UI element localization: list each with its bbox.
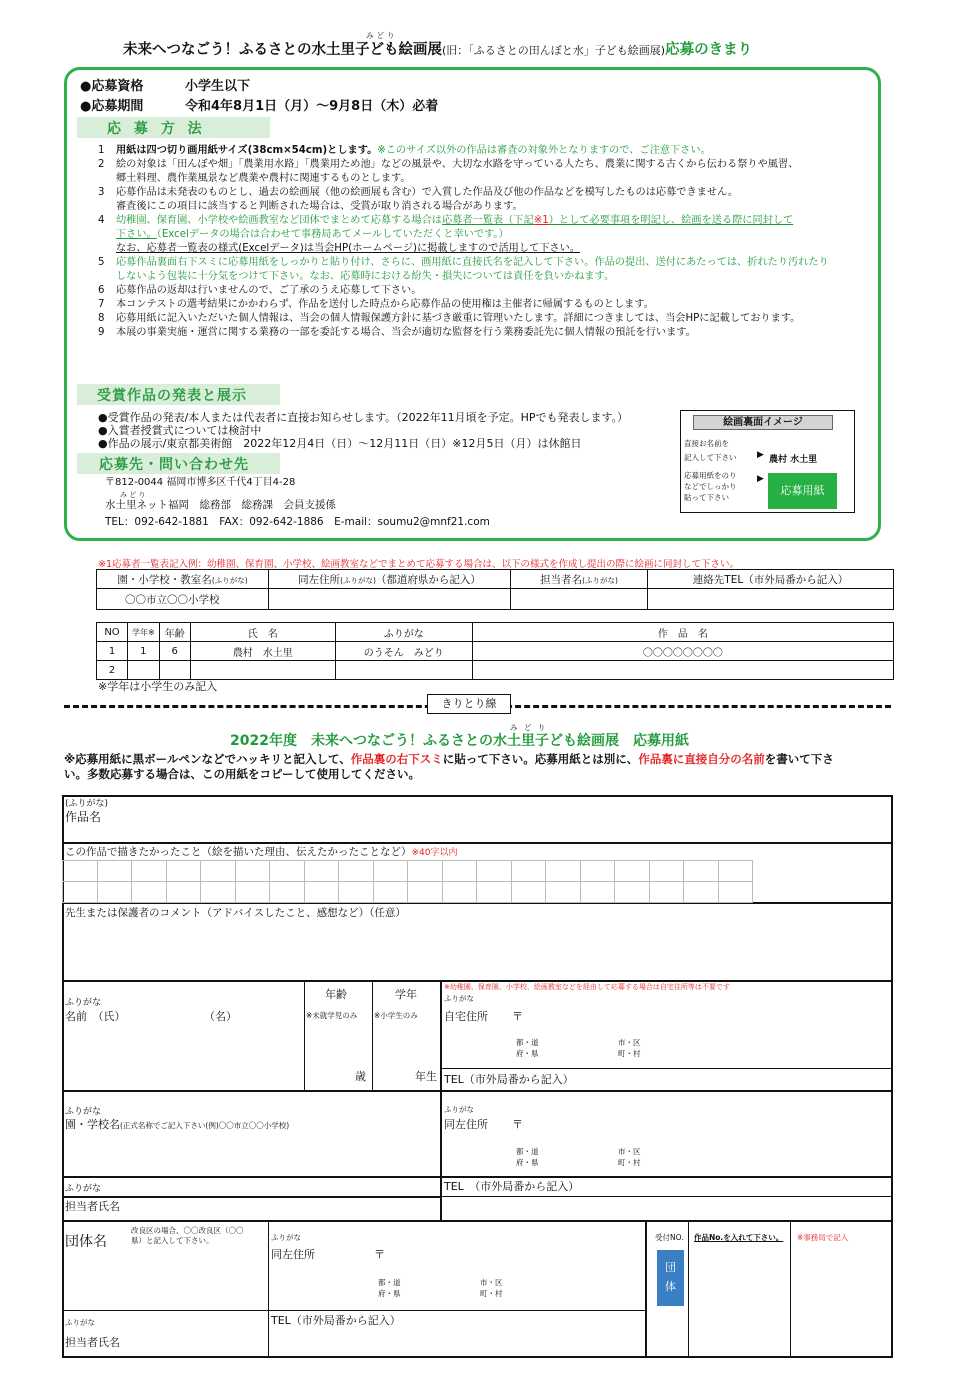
form-title-ruby: み ど り	[510, 723, 548, 732]
group-city2: 町・村	[480, 1289, 503, 1298]
method-item-3-line-2	[98, 200, 523, 214]
method-text: 本展の事業実施・運営に関する業務の一部を委託する場合、当会が適切な監督を行う業務委託先に個人情報の預託を行います。	[116, 327, 696, 338]
ex-h1s: (ふりがな)	[211, 575, 248, 585]
wish-char-cell[interactable]	[235, 860, 271, 882]
work-furigana-label: (ふりがな)	[65, 799, 109, 809]
form-instruction-2: い。多数応募する場合は、この用紙をコピーして使用してください。	[64, 767, 421, 781]
method-item-2-line-2	[98, 172, 411, 186]
ex-r2-no: 2	[97, 661, 128, 680]
method-text: 審査後にこの項目に該当すると判断された場合は、受賞が取り消される場合があります。	[116, 201, 523, 212]
form-instruction-1: ※応募用紙に黒ボールペンなどでハッキリと記入して、作品裏の右下スミに貼って下さい。応募用紙とは別に、作品裏に直接自分の名前を書いて下さ	[64, 752, 834, 766]
wish-char-cell[interactable]	[200, 860, 236, 882]
method-text: 下さい。	[116, 229, 157, 240]
wish-char-cell[interactable]	[580, 860, 616, 882]
home-city1: 市・区	[618, 1038, 641, 1047]
method-item-5-line-2	[98, 270, 614, 284]
group-addr-label: 同左住所	[271, 1248, 315, 1261]
contact-address: 〒812-0044 福岡市博多区千代4丁目4-28	[105, 477, 296, 488]
school-tel: TEL （市外局番から記入）	[444, 1180, 580, 1193]
name-furigana: ふりがな	[65, 998, 102, 1008]
group-pref1: 都・道	[378, 1278, 401, 1287]
method-text: 応募用紙に記入いただいた個人情報は、当会の個人情報保護方針に基づき厳重に管理いたします。詳細につきましては、当会HPに記載しております。	[116, 313, 801, 324]
method-text: しないよう包装に十分気をつけて下さい。なお、応募時における紛失・損失については責任を負いかねます。	[116, 271, 615, 282]
method-text: 応募作品の返却は行いませんので、ご了承のうえ応募して下さい。	[116, 285, 422, 296]
contact-ruby: み ど り	[120, 491, 146, 499]
office-note: ※事務局で記入	[797, 1233, 849, 1242]
example-note: ※1応募者一覧表記入例：幼稚園、保育園、小学校、絵画教室などでまとめて応募する場合は、以下の様式を作成し提出の際に絵画に同封して下さい。	[98, 559, 740, 570]
name-label-2: （名）	[204, 1010, 237, 1023]
method-item-4-line-3	[98, 242, 580, 256]
ex-col-work: 作 品 名	[472, 623, 893, 642]
ex-v1: 〇〇市立〇〇小学校	[97, 589, 269, 610]
wish-char-cell[interactable]	[580, 881, 616, 903]
group-pref2: 府・県	[378, 1289, 401, 1298]
home-pref2: 府・県	[516, 1049, 539, 1058]
method-item-number: 7	[98, 299, 105, 310]
school-addr-furigana: ふりがな	[444, 1105, 474, 1114]
wish-char-cell[interactable]	[683, 881, 719, 903]
wish-char-cell[interactable]	[131, 860, 167, 882]
method-text: ※このサイズ以外の作品は審査の対象外となりますので、ご注意下さい。	[377, 145, 711, 156]
method-text: 郷土料理、農作業風景など農業や農村に関連するものとします。	[116, 173, 411, 184]
contact-header: 応募先・問い合わせ先	[77, 453, 280, 474]
method-item-number: 2	[98, 159, 105, 170]
group-note-2: 県）と記入して下さい。	[131, 1236, 214, 1245]
comment-label: 先生または保護者のコメント（アドバイスしたこと、感想など）（任意）	[65, 907, 406, 919]
ex-col-grade: 学年※	[128, 623, 160, 642]
form-title: 2022年度 未来へつなごう！ふるさとの水土里子ども絵画展 応募用紙	[230, 733, 689, 749]
group-city1: 市・区	[480, 1278, 503, 1287]
method-item-number: 4	[98, 215, 105, 226]
arrow-right-icon: ▶	[757, 450, 764, 460]
comment-input[interactable]	[65, 922, 885, 977]
award-line-2: ●入賞者授賞式については検討中	[98, 424, 262, 437]
method-text: 応募者一覧表（下記	[442, 215, 534, 226]
method-item-4-line-2	[98, 228, 509, 242]
name-input[interactable]	[150, 1025, 300, 1085]
wish-char-cell[interactable]	[511, 881, 547, 903]
method-header: 応 募 方 法	[77, 117, 270, 138]
wish-char-cell[interactable]	[373, 881, 409, 903]
method-item-6-line-1	[98, 284, 421, 298]
school-pref1: 都・道	[516, 1147, 539, 1156]
contact-tel: TEL：092-642-1881 FAX：092-642-1886 E-mail：soumu2@mnf21.com	[105, 516, 490, 528]
example-school-table	[96, 569, 894, 610]
method-item-number: 6	[98, 285, 105, 296]
image-box-name: 農村 水土里	[769, 455, 818, 465]
school-pref2: 府・県	[516, 1158, 539, 1167]
home-zip: 〒	[512, 1010, 523, 1023]
example-entry-table	[96, 622, 894, 680]
wish-char-cell[interactable]	[545, 860, 581, 882]
ex-h4: 連絡先TEL（市外局番から記入）	[648, 570, 894, 589]
arrow-right-icon: ▶	[757, 474, 764, 484]
wish-char-cell[interactable]	[407, 881, 443, 903]
method-item-2-line-1	[98, 158, 798, 172]
wish-char-cell[interactable]	[97, 860, 133, 882]
wish-char-cell[interactable]	[304, 860, 340, 882]
award-header: 受賞作品の発表と展示	[77, 384, 280, 405]
method-text: 幼稚園、保育園、小学校や絵画教室など団体でまとめて応募する場合は	[116, 215, 442, 226]
wish-char-cell[interactable]	[166, 881, 202, 903]
grade-unit: 年生	[415, 1070, 437, 1083]
method-text: （Excelデータの場合は合わせて事務局あてメールしていただくと幸いです。）	[156, 229, 509, 240]
method-item-3-line-1	[98, 186, 738, 200]
wish-char-cell[interactable]	[614, 860, 650, 882]
school-zip: 〒	[512, 1118, 523, 1131]
image-box-l1a: 直接お名前を	[684, 439, 729, 448]
method-text: 絵の対象は「田んぼや畑」「農業用水路」「農業用ため池」などの風景や、大切な水路を守っている人たち、農業に関する古くから伝わる祭りや風習、	[116, 159, 799, 170]
title-rules: 応募のきまり	[665, 42, 753, 58]
wish-char-cell[interactable]	[97, 881, 133, 903]
grade-note: ※小学生のみ	[374, 1011, 418, 1020]
group-note-1: 改良区の場合、〇〇改良区（〇〇	[131, 1226, 244, 1235]
method-item-number: 8	[98, 313, 105, 324]
method-text: 用紙は四つ切り画用紙サイズ(38cm×54cm)とします。	[116, 145, 378, 156]
school-city1: 市・区	[618, 1147, 641, 1156]
wish-char-cell[interactable]	[545, 881, 581, 903]
home-furigana: ふりがな	[444, 994, 474, 1003]
school-label: 園・学校名(正式名称でご記入下さい(例)〇〇市立〇〇小学校)	[65, 1118, 290, 1131]
ex-h2b: （都道府県から記入）	[375, 573, 481, 586]
method-item-number: 3	[98, 187, 105, 198]
ex-h2: 同左住所	[298, 573, 341, 586]
home-pref1: 都・道	[516, 1038, 539, 1047]
group-teacher-furigana: ふりがな	[65, 1318, 95, 1327]
work-name-label: 作品名	[65, 810, 102, 824]
ex-col-no: NO	[97, 623, 128, 642]
age-unit: 歳	[355, 1070, 366, 1083]
reception-no-label: 受付NO.	[655, 1233, 684, 1242]
method-item-7-line-1	[98, 298, 654, 312]
ex-r1-no: 1	[97, 642, 128, 661]
wish-grid[interactable]	[62, 860, 752, 902]
group-tel: TEL（市外局番から記入）	[271, 1314, 401, 1327]
home-tel: TEL（市外局番から記入）	[444, 1073, 574, 1086]
grade-label: 学年	[395, 988, 417, 1001]
method-text: 応募作品は未発表のものとし、過去の絵画展（他の絵画展も含む）で入賞した作品及び他の作品などを模写したものは応募できません。	[116, 187, 739, 198]
wish-char-cell[interactable]	[649, 881, 685, 903]
method-item-number: 5	[98, 257, 105, 268]
image-box-l1b: 記入して下さい	[684, 453, 737, 462]
wish-char-cell[interactable]	[649, 860, 685, 882]
wish-char-cell[interactable]	[476, 881, 512, 903]
group-zip: 〒	[374, 1248, 385, 1261]
wish-char-cell[interactable]	[442, 860, 478, 882]
method-text: 本コンテストの選考結果にかかわらず、作品を送付した時点から応募作品の使用権は主催者に帰属するものとします。	[116, 299, 654, 310]
period-value: 令和4年8月1日（月）～9月8日（木）必着	[185, 99, 439, 114]
wish-char-cell[interactable]	[718, 860, 754, 882]
image-box-l2c: 貼って下さい	[684, 493, 729, 502]
qual-label: ●応募資格	[80, 79, 144, 94]
image-box-title: 絵画裏面イメージ	[693, 415, 833, 430]
teacher-furigana: ふりがな	[65, 1184, 102, 1194]
title-paren: (旧：「ふるさとの田んぼと水」子ども絵画展)	[442, 44, 666, 57]
wish-char-cell[interactable]	[200, 881, 236, 903]
method-text: 応募作品裏面右下スミに応募用紙をしっかりと貼り付け、さらに、画用紙に直接氏名を記入して下さい。作品の提出、送付にあたっては、折れたり汚れたり	[116, 257, 829, 268]
wish-char-cell[interactable]	[718, 881, 754, 903]
ex-r1-age: 6	[159, 642, 190, 661]
group-note: ※幼稚園、保育園、小学校、絵画教室などを経由して応募する場合は自宅住所等は不要です	[444, 983, 730, 991]
work-name-input[interactable]	[140, 806, 880, 838]
wish-char-cell[interactable]	[442, 881, 478, 903]
group-teacher-label: 担当者氏名	[65, 1336, 120, 1349]
wish-char-cell[interactable]	[269, 860, 305, 882]
ex-r1-grade: 1	[128, 642, 160, 661]
method-item-8-line-1	[98, 312, 800, 326]
wish-char-cell[interactable]	[338, 860, 374, 882]
school-city2: 町・村	[618, 1158, 641, 1167]
wish-char-cell[interactable]	[62, 860, 98, 882]
wish-label: この作品で描きたかったこと（絵を描いた理由、伝えたかったことなど）※40字以内	[65, 846, 458, 858]
method-text: ）として必要事項を明記し、絵画を送る際に同封して	[548, 215, 794, 226]
wish-char-cell[interactable]	[511, 860, 547, 882]
method-item-9-line-1	[98, 326, 696, 340]
wish-char-cell[interactable]	[235, 881, 271, 903]
group-addr-furigana: ふりがな	[271, 1233, 301, 1242]
wish-char-cell[interactable]	[476, 860, 512, 882]
image-box-form: 応募用紙	[768, 473, 837, 509]
home-label: 自宅住所	[444, 1010, 488, 1023]
image-box-l2a: 応募用紙をのり	[684, 471, 737, 480]
name-label: 名前 （氏）	[65, 1010, 126, 1023]
wish-char-cell[interactable]	[614, 881, 650, 903]
method-item-1-line-1	[98, 144, 711, 158]
home-city2: 町・村	[618, 1049, 641, 1058]
wish-char-cell[interactable]	[304, 881, 340, 903]
method-item-number: 9	[98, 327, 105, 338]
wish-char-cell[interactable]	[338, 881, 374, 903]
method-item-number: 1	[98, 145, 105, 156]
school-furigana: ふりがな	[65, 1107, 102, 1117]
method-item-5-line-1	[98, 256, 829, 270]
cut-label: きりとり線	[427, 694, 511, 714]
school-addr-label: 同左住所	[444, 1118, 488, 1131]
page-title	[123, 38, 883, 59]
contact-org: 水土里ネット福岡 総務部 総務課 会員支援係	[105, 499, 336, 511]
ex-h1: 園・小学校・教室名	[117, 573, 212, 586]
method-text: ※1	[533, 215, 549, 226]
award-line-1: ●受賞作品の発表/本人または代表者に直接お知らせします。（2022年11月頃を予定。HPでも発表します。）	[98, 411, 629, 424]
wish-char-cell[interactable]	[269, 881, 305, 903]
award-line-3: ●作品の展示/東京都美術館 2022年12月4日（日）～12月11日（日）※12月5日（月）は休館日	[98, 437, 582, 450]
wish-char-cell[interactable]	[683, 860, 719, 882]
ex-h3: 担当者名	[540, 573, 583, 586]
example-foot: ※学年は小学生のみ記入	[98, 680, 218, 693]
title-ruby: みどり	[366, 31, 398, 40]
age-label: 年齢	[325, 988, 347, 1001]
method-text: なお、応募者一覧表の様式(Excelデータ)は当会HP(ホームページ)に掲載しますので活用して下さい。	[116, 243, 580, 254]
ex-col-name: 氏 名	[190, 623, 335, 642]
qual-value: 小学生以下	[185, 79, 251, 94]
wish-char-cell[interactable]	[166, 860, 202, 882]
group-label: 団体名	[65, 1234, 107, 1250]
age-note: ※未就学児のみ	[306, 1011, 358, 1020]
ex-h3s: (ふりがな)	[582, 575, 618, 585]
wish-char-cell[interactable]	[62, 881, 98, 903]
work-no-note: 作品No.を入れて下さい。	[694, 1233, 784, 1242]
teacher-label: 担当者氏名	[65, 1200, 120, 1213]
ex-col-age: 年齢	[159, 623, 190, 642]
group-badge: 団 体	[657, 1250, 684, 1306]
ex-r1-work: 〇〇〇〇〇〇〇〇	[472, 642, 893, 661]
image-box-l2b: などでしっかり	[684, 482, 737, 491]
title-main: 未来へつなごう！ふるさとの水土里子ども絵画展	[123, 42, 442, 58]
ex-r1-name: 農村 水土里	[190, 642, 335, 661]
wish-char-cell[interactable]	[131, 881, 167, 903]
wish-char-cell[interactable]	[407, 860, 443, 882]
method-item-4-line-1	[98, 214, 793, 228]
ex-col-kana: ふりがな	[335, 623, 472, 642]
wish-char-cell[interactable]	[373, 860, 409, 882]
period-label: ●応募期間	[80, 99, 144, 114]
ex-r1-kana: のうそん みどり	[335, 642, 472, 661]
ex-h2s: (ふりがな)	[340, 575, 376, 585]
